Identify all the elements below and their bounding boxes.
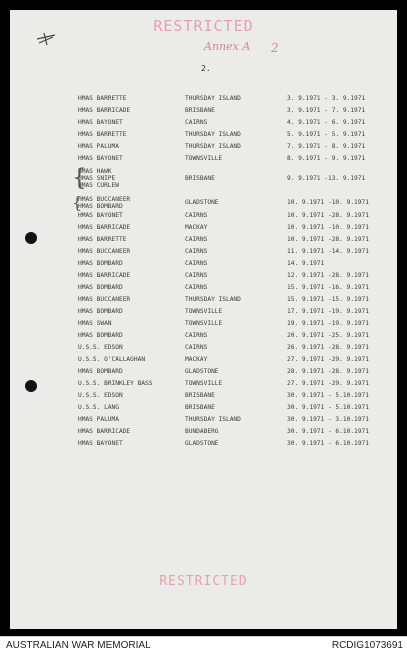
port-name: CAIRNS — [185, 344, 208, 351]
ship-names — [78, 107, 130, 114]
ship-name: HMAS BUCCANEER — [78, 196, 131, 203]
ship-name: HMAS BARRICADE — [78, 107, 131, 114]
port-name: THURSDAY ISLAND — [185, 416, 241, 423]
ship-name: HMAS HAWK — [78, 168, 112, 175]
visit-dates: 10. 9.1971 -28. 9.1971 — [287, 212, 369, 219]
ship-names — [78, 224, 130, 231]
ship-names — [78, 320, 112, 327]
port-name: TOWNSVILLE — [185, 155, 223, 162]
port-name: THURSDAY ISLAND — [185, 143, 241, 150]
visit-dates: 9. 9.1971 -13. 9.1971 — [287, 175, 366, 182]
visit-dates: 26. 9.1971 -28. 9.1971 — [287, 344, 369, 351]
annex-annotation: Annex A — [204, 40, 251, 53]
ship-name: HMAS BUCCANEER — [78, 248, 131, 255]
port-name: CAIRNS — [185, 119, 208, 126]
port-name: THURSDAY ISLAND — [185, 131, 241, 138]
page-number: 2. — [201, 64, 211, 73]
port-name: CAIRNS — [185, 248, 208, 255]
ship-names — [78, 368, 123, 375]
ship-name: U.S.S. BRINKLEY BASS — [78, 380, 153, 387]
archive-footer — [0, 636, 407, 654]
restricted-stamp-top: RESTRICTED — [153, 17, 254, 35]
visit-dates: 5. 9.1971 - 5. 9.1971 — [287, 131, 366, 138]
annex-annotation-number: 2 — [271, 41, 279, 55]
port-name: TOWNSVILLE — [185, 308, 223, 315]
ship-names — [78, 212, 123, 219]
ship-names — [78, 155, 123, 162]
port-name: CAIRNS — [185, 272, 208, 279]
visit-dates: 30. 9.1971 - 5.10.1971 — [287, 392, 369, 399]
port-name: BRISBANE — [185, 404, 215, 411]
ship-names — [78, 440, 123, 447]
visit-dates: 10. 9.1971 -10. 9.1971 — [287, 199, 369, 206]
ship-name: HMAS PALUMA — [78, 143, 119, 150]
ship-name: HMAS BARRETTE — [78, 95, 127, 102]
ship-name: HMAS BAYONET — [78, 440, 123, 447]
punch-hole — [25, 380, 37, 392]
visit-dates: 12. 9.1971 -28. 9.1971 — [287, 272, 369, 279]
port-name: MACKAY — [185, 356, 208, 363]
ship-name: HMAS BOMBARD — [78, 203, 123, 210]
ship-name: HMAS SWAN — [78, 320, 112, 327]
ship-name: U.S.S. O'CALLAGHAN — [78, 356, 146, 363]
visit-dates: 14. 9.1971 — [287, 260, 325, 267]
visit-dates: 7. 9.1971 - 8. 9.1971 — [287, 143, 366, 150]
punch-hole — [25, 232, 37, 244]
visit-dates: 4. 9.1971 - 6. 9.1971 — [287, 119, 366, 126]
ship-name: HMAS BAYONET — [78, 119, 123, 126]
ship-name: HMAS BOMBARD — [78, 260, 123, 267]
port-name: TOWNSVILLE — [185, 380, 223, 387]
visit-dates: 20. 9.1971 -25. 9.1971 — [287, 332, 369, 339]
catalogue-id: RCDIG1073691 — [331, 640, 403, 651]
institution-name: AUSTRALIAN WAR MEMORIAL — [6, 640, 151, 651]
port-name: CAIRNS — [185, 332, 208, 339]
port-name: CAIRNS — [185, 212, 208, 219]
restricted-stamp-bottom: RESTRICTED — [159, 574, 248, 589]
visit-dates: 10. 9.1971 -10. 9.1971 — [287, 224, 369, 231]
ship-names — [78, 308, 123, 315]
port-name: MACKAY — [185, 224, 208, 231]
group-brace: { — [72, 165, 87, 191]
visit-dates: 15. 9.1971 -15. 9.1971 — [287, 296, 369, 303]
ship-name: HMAS BOMBARD — [78, 332, 123, 339]
ship-name: HMAS BOMBARD — [78, 308, 123, 315]
ship-names — [78, 428, 130, 435]
visit-dates: 3. 9.1971 - 7. 9.1971 — [287, 107, 366, 114]
port-name: THURSDAY ISLAND — [185, 95, 241, 102]
ship-names — [78, 196, 130, 210]
visit-dates: 3. 9.1971 - 3. 9.1971 — [287, 95, 366, 102]
ship-names — [78, 356, 145, 363]
visit-dates: 8. 9.1971 - 9. 9.1971 — [287, 155, 366, 162]
ship-names — [78, 380, 153, 387]
ship-names — [78, 404, 119, 411]
visit-dates: 15. 9.1971 -16. 9.1971 — [287, 284, 369, 291]
port-name: GLADSTONE — [185, 368, 219, 375]
ship-name: HMAS BARRICADE — [78, 272, 131, 279]
visit-dates: 30. 9.1971 - 5.10.1971 — [287, 404, 369, 411]
visit-dates: 17. 9.1971 -19. 9.1971 — [287, 308, 369, 315]
port-name: BRISBANE — [185, 392, 215, 399]
pencil-mark-icon — [35, 32, 57, 46]
ship-names — [78, 131, 126, 138]
ship-name: HMAS BARRICADE — [78, 428, 131, 435]
ship-names — [78, 260, 123, 267]
port-name: CAIRNS — [185, 236, 208, 243]
ship-names — [78, 119, 123, 126]
group-brace: { — [72, 193, 83, 212]
ship-name: U.S.S. EDSON — [78, 392, 123, 399]
ship-name: HMAS BUCCANEER — [78, 296, 131, 303]
visit-dates: 10. 9.1971 -28. 9.1971 — [287, 236, 369, 243]
port-name: GLADSTONE — [185, 440, 219, 447]
visit-dates: 28. 9.1971 -28. 9.1971 — [287, 368, 369, 375]
visit-dates: 27. 9.1971 -29. 9.1971 — [287, 380, 369, 387]
ship-names — [78, 284, 123, 291]
ship-name: HMAS BARRETTE — [78, 236, 127, 243]
ship-name: U.S.S. LANG — [78, 404, 119, 411]
port-name: THURSDAY ISLAND — [185, 296, 241, 303]
visit-dates: 30. 9.1971 - 3.10.1971 — [287, 416, 369, 423]
port-name: BRISBANE — [185, 107, 215, 114]
ship-name: HMAS CURLEW — [78, 182, 119, 189]
visit-dates: 11. 9.1971 -14. 9.1971 — [287, 248, 369, 255]
ship-names — [78, 332, 123, 339]
ship-names — [78, 392, 123, 399]
port-name: GLADSTONE — [185, 199, 219, 206]
ship-name: HMAS SNIPE — [78, 175, 116, 182]
ship-names — [78, 236, 126, 243]
visit-dates: 27. 9.1971 -29. 9.1971 — [287, 356, 369, 363]
port-name: CAIRNS — [185, 260, 208, 267]
visit-dates: 30. 9.1971 - 6.10.1971 — [287, 428, 369, 435]
ship-name: HMAS BAYONET — [78, 155, 123, 162]
port-name: BRISBANE — [185, 175, 215, 182]
port-name: TOWNSVILLE — [185, 320, 223, 327]
ship-name: HMAS PALUMA — [78, 416, 119, 423]
ship-names — [78, 344, 123, 351]
port-name: CAIRNS — [185, 284, 208, 291]
ship-names — [78, 272, 130, 279]
ship-names — [78, 248, 130, 255]
ship-names — [78, 416, 119, 423]
ship-name: HMAS BOMBARD — [78, 284, 123, 291]
ship-name: HMAS BOMBARD — [78, 368, 123, 375]
visit-dates: 30. 9.1971 - 6.10.1971 — [287, 440, 369, 447]
visit-dates: 19. 9.1971 -19. 9.1971 — [287, 320, 369, 327]
ship-names — [78, 296, 130, 303]
ship-name: HMAS BARRICADE — [78, 224, 131, 231]
ship-name: U.S.S. EDSON — [78, 344, 123, 351]
port-name: BUNDABERG — [185, 428, 219, 435]
ship-name: HMAS BAYONET — [78, 212, 123, 219]
ship-names — [78, 95, 126, 102]
ship-names — [78, 143, 119, 150]
ship-name: HMAS BARRETTE — [78, 131, 127, 138]
